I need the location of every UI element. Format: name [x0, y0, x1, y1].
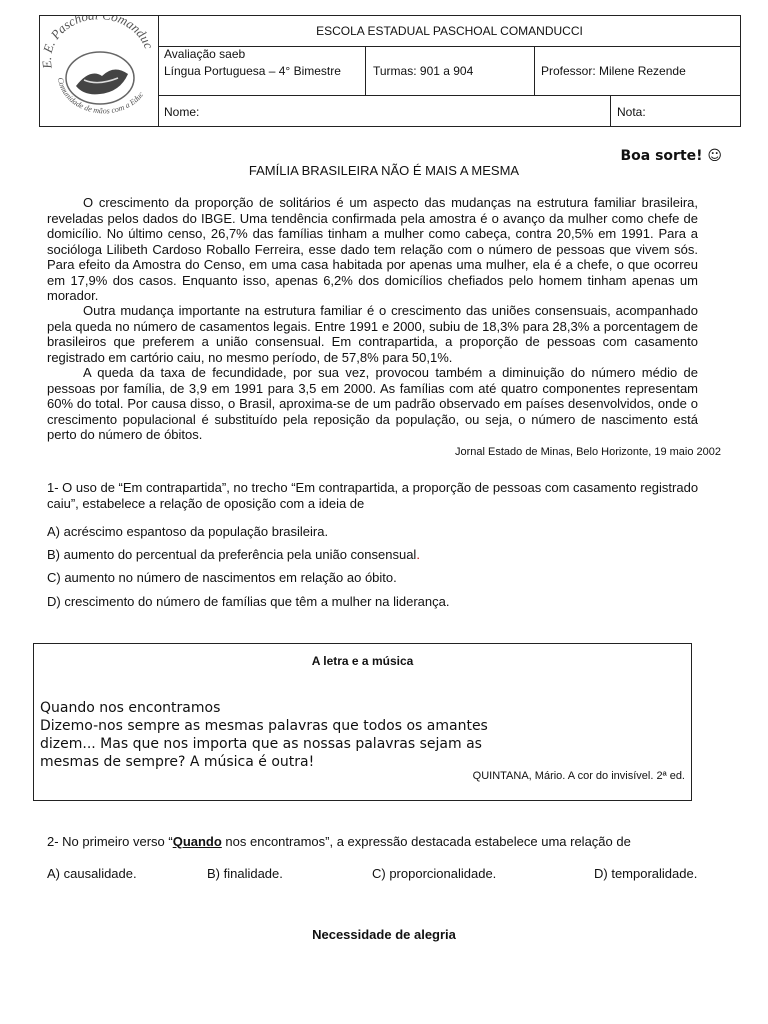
svg-text:E. E. Paschoal Comanducci: [40, 16, 157, 70]
logo-motto-text: Comunidade de mãos com a Educ: [55, 76, 146, 116]
question2-stem: 2- No primeiro verso “Quando nos encontramos”, a expressão destacada estabelece uma relação de: [47, 834, 631, 849]
question2-option-a[interactable]: A) causalidade.: [47, 866, 137, 881]
school-name: ESCOLA ESTADUAL PASCHOAL COMANDUCCI: [316, 24, 583, 38]
name-field-label: Nome:: [164, 105, 200, 119]
header-table: [39, 15, 741, 127]
text1-paragraph: A queda da taxa de fecundidade, por sua vez, provocou também a diminuição do número médio de pessoas por família, de 3,9 em 1991 para 3,5 em 2000. As famílias com até quatro componentes representam 60% do total. Por causa disso, o Brasil, aproxima-se de um padrão observado em países desenvolvidos, onde o crescimento populacional é substituído pela reposição da população, ou seja, o número de nascimento está perto do número de óbitos.: [47, 365, 698, 442]
question2-option-c[interactable]: C) proporcionalidade.: [372, 866, 497, 881]
poem-text: Quando nos encontramos Dizemo-nos sempre as mesmas palavras que todos os amantes dizem... Mas que nos importa que as nossas palavras sejam as mesmas de sempre? A música é outra!: [40, 700, 488, 770]
poem-box: [33, 643, 692, 801]
question2-option-b[interactable]: B) finalidade.: [207, 866, 283, 881]
text1-title: FAMÍLIA BRASILEIRA NÃO É MAIS A MESMA: [248, 163, 520, 178]
grade-field-label: Nota:: [617, 105, 646, 119]
text1-paragraph: O crescimento da proporção de solitários é um aspecto das mudanças na estrutura familiar brasileira, reveladas pelos dados do IBGE. Uma tendência confirmada pela amostra é o avanço da mulher como chefe de domicílio. No último censo, 26,7% das famílias tinham a mulher como cabeça, contra 20,5% em 1991. Para a socióloga Lilibeth Cardoso Roballo Ferreira, esse dado tem relação com o número de pessoas que vivem sós. Para efeito da Amostra do Censo, em uma casa habitada por apenas uma mulher, ela é a chefe, o que ocorreu em 17,9% dos casos. Enquanto isso, apenas 6,2% dos domicílios chefiados pelo homem tinham apenas um morador.: [47, 195, 698, 303]
school-logo-cell: [40, 16, 159, 126]
assessment-name: Avaliação saeb: [164, 47, 246, 61]
text3-title: Necessidade de alegria: [312, 927, 456, 942]
poem-source: QUINTANA, Mário. A cor do invisível. 2ª ed.: [472, 770, 685, 782]
logo-name-text: E. E. Pascho omanduc: [40, 16, 157, 70]
poem-title: A letra e a música: [311, 654, 414, 668]
question2-option-d[interactable]: D) temporalidade.: [594, 866, 698, 881]
question1-option-a[interactable]: A) acréscimo espantoso da população brasileira.: [47, 524, 329, 539]
text1-source: Jornal Estado de Minas, Belo Horizonte, 19 maio 2002: [455, 446, 721, 458]
question1-option-d[interactable]: D) crescimento do número de famílias que têm a mulher na liderança.: [47, 594, 450, 609]
school-logo-icon: [40, 16, 158, 126]
teacher-label: Professor: Milene Rezende: [541, 64, 686, 78]
greeting: Boa sorte! ☺: [620, 148, 722, 164]
subject-term: Língua Portuguesa – 4° Bimestre: [164, 64, 341, 78]
highlighted-word: Quando: [172, 834, 222, 849]
question1-option-b[interactable]: B) aumento do percentual da preferência pela união consensual.: [47, 547, 420, 562]
question1-option-c[interactable]: C) aumento no número de nascimentos em relação ao óbito.: [47, 570, 397, 585]
text1-paragraph: Outra mudança importante na estrutura familiar é o crescimento das uniões consensuais, acompanhado pela queda no número de casamentos legais. Entre 1991 e 2000, subiu de 18,3% para 28,3% a porcentagem de brasileiros que preferem a união consensual. Em contrapartida, a proporção de pessoas com casamento registrado em cartório caiu, no mesmo período, de 57,8% para 50,1%.: [47, 303, 698, 365]
question1-stem: 1- O uso de “Em contrapartida”, no trecho “Em contrapartida, a proporção de pessoas com casamento registrado caiu”, estabelece a relação de oposição com a ideia de: [47, 480, 699, 511]
classes-label: Turmas: 901 a 904: [373, 64, 474, 78]
